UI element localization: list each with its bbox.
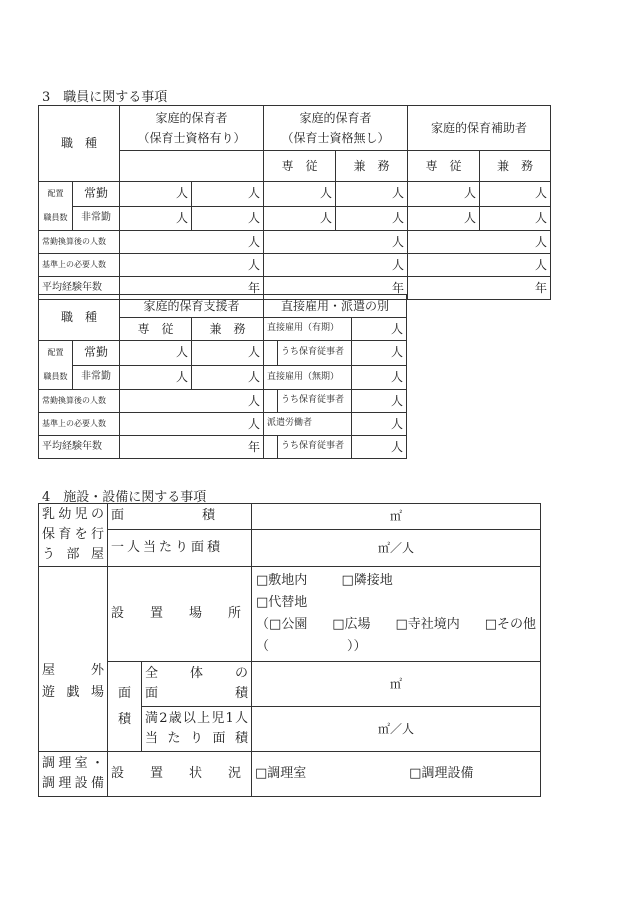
sub-full-1: 専 従 <box>264 151 336 182</box>
checkbox-temple[interactable]: □寺社境内 <box>395 617 460 632</box>
header-assistant: 家庭的保育補助者 <box>408 106 551 151</box>
checkbox-on-site[interactable]: □敷地内 <box>256 573 308 588</box>
fte-label: 常勤換算後の人数 <box>39 231 120 254</box>
direct-indef-label: 直接雇用（無期） <box>264 365 352 390</box>
cell-unit: 人 <box>352 436 407 459</box>
checkbox-adjacent[interactable]: □隣接地 <box>341 573 393 588</box>
cell-unit: 人 <box>120 413 264 436</box>
room-area-unit: ㎡ <box>252 504 541 530</box>
checkbox-other[interactable]: □その他 <box>484 617 536 632</box>
header-caregiver-licensed: 家庭的保育者 （保育士資格有り） <box>120 106 264 151</box>
avg-years-label: 平均経験年数 <box>39 277 120 300</box>
outdoor-per-child-unit: ㎡／人 <box>252 707 541 752</box>
cell-unit: 人 <box>120 365 192 390</box>
checkbox-kitchen-room[interactable]: □調理室 <box>255 765 307 781</box>
sub-part-1: 兼 務 <box>336 151 408 182</box>
outdoor-per-child-label: 満2歳以上児1人 当たり面積 <box>142 707 252 752</box>
cell-unit-year: 年 <box>120 277 264 300</box>
avg-years-label-2: 平均経験年数 <box>39 436 120 459</box>
kitchen-label: 調理室・ 調理設備 <box>39 752 108 797</box>
other-detail-line[interactable]: （ ）） <box>256 639 367 654</box>
checkbox-plaza[interactable]: □広場 <box>332 617 371 632</box>
cell-unit-year: 年 <box>408 277 551 300</box>
cell-unit: 人 <box>408 182 480 207</box>
cell-unit: 人 <box>352 341 407 366</box>
sub-full-4: 専 従 <box>120 318 192 341</box>
fte-label-2: 常勤換算後の人数 <box>39 390 120 413</box>
childcare-worker-label-2: うち保育従事者 <box>278 390 352 413</box>
cell-unit: 人 <box>336 182 408 207</box>
outdoor-label: 屋 外 遊 戯 場 <box>39 567 108 752</box>
outdoor-location-label: 設 置 場 所 <box>108 567 252 662</box>
cell-unit: 人 <box>264 254 408 277</box>
cell-unit: 人 <box>120 231 264 254</box>
cell-unit: 人 <box>480 182 551 207</box>
room-area-label: 面 積 <box>108 504 252 530</box>
kitchen-status-label: 設 置 状 況 <box>108 752 252 797</box>
cell-unit: 人 <box>352 318 407 341</box>
sub-part-4: 兼 務 <box>192 318 264 341</box>
cell-unit: 人 <box>264 206 336 231</box>
cell-unit: 人 <box>352 413 407 436</box>
room-area-per-unit: ㎡／人 <box>252 530 541 567</box>
required-label: 基準上の必要人数 <box>39 254 120 277</box>
staff-table-1 <box>38 105 551 300</box>
job-type-header: 職 種 <box>39 106 120 182</box>
cell-unit: 人 <box>120 341 192 366</box>
header-employment-type: 直接雇用・派遣の別 <box>264 295 407 318</box>
cell-unit: 人 <box>120 206 192 231</box>
cell-unit-year: 年 <box>120 436 264 459</box>
cell-unit: 人 <box>352 390 407 413</box>
outdoor-location-options <box>252 567 541 662</box>
cell-unit: 人 <box>192 341 264 366</box>
cell-unit: 人 <box>264 231 408 254</box>
cell-unit-year: 年 <box>264 277 408 300</box>
indent-spacer <box>264 390 278 413</box>
cell-unit: 人 <box>408 231 551 254</box>
parttime-label-2: 非常勤 <box>73 365 120 390</box>
childcare-worker-label-3: うち保育従事者 <box>278 436 352 459</box>
outdoor-area-label: 面 積 <box>108 662 142 752</box>
checkbox-park[interactable]: □公園 <box>269 617 308 632</box>
placement-label-2: 配置 職員数 <box>39 341 73 390</box>
kitchen-options <box>252 752 541 797</box>
cell-unit: 人 <box>192 365 264 390</box>
paren-open: （ <box>256 617 270 632</box>
childcare-worker-label-1: うち保育従事者 <box>278 341 352 366</box>
room-area-per-label: 一人当たり面積 <box>108 530 252 567</box>
sub-part-2: 兼 務 <box>480 151 551 182</box>
dispatch-label: 派遣労働者 <box>264 413 352 436</box>
job-type-header-cont <box>120 151 264 182</box>
outdoor-total-area-unit: ㎡ <box>252 662 541 707</box>
placement-label: 配置 職員数 <box>39 182 73 231</box>
cell-unit: 人 <box>480 206 551 231</box>
cell-unit: 人 <box>192 182 264 207</box>
section4-title: 4 施設・設備に関する事項 <box>42 490 207 505</box>
sub-full-2: 専 従 <box>408 151 480 182</box>
direct-fixed-label: 直接雇用（有期） <box>264 318 352 341</box>
fulltime-label: 常勤 <box>73 182 120 207</box>
cell-unit: 人 <box>120 390 264 413</box>
outdoor-total-area-label: 全 体 の 面 積 <box>142 662 252 707</box>
indent-spacer <box>264 341 278 366</box>
section3-title: 3 職員に関する事項 <box>42 90 168 105</box>
cell-unit: 人 <box>120 182 192 207</box>
checkbox-kitchen-equipment[interactable]: □調理設備 <box>409 765 474 781</box>
cell-unit: 人 <box>408 254 551 277</box>
indent-spacer <box>264 436 278 459</box>
cell-unit: 人 <box>120 254 264 277</box>
fulltime-label-2: 常勤 <box>73 341 120 366</box>
header-caregiver-unlicensed: 家庭的保育者 （保育士資格無し） <box>264 106 408 151</box>
cell-unit: 人 <box>192 206 264 231</box>
room-label: 乳幼児の 保育を行 う 部 屋 <box>39 504 108 567</box>
cell-unit: 人 <box>352 365 407 390</box>
cell-unit: 人 <box>264 182 336 207</box>
parttime-label: 非常勤 <box>73 206 120 231</box>
facility-table <box>38 503 541 797</box>
job-type-header-2: 職 種 <box>39 295 120 341</box>
staff-table-2 <box>38 294 407 459</box>
checkbox-alternate[interactable]: □代替地 <box>256 595 308 610</box>
header-support: 家庭的保育支援者 <box>120 295 264 318</box>
required-label-2: 基準上の必要人数 <box>39 413 120 436</box>
cell-unit: 人 <box>408 206 480 231</box>
cell-unit: 人 <box>336 206 408 231</box>
